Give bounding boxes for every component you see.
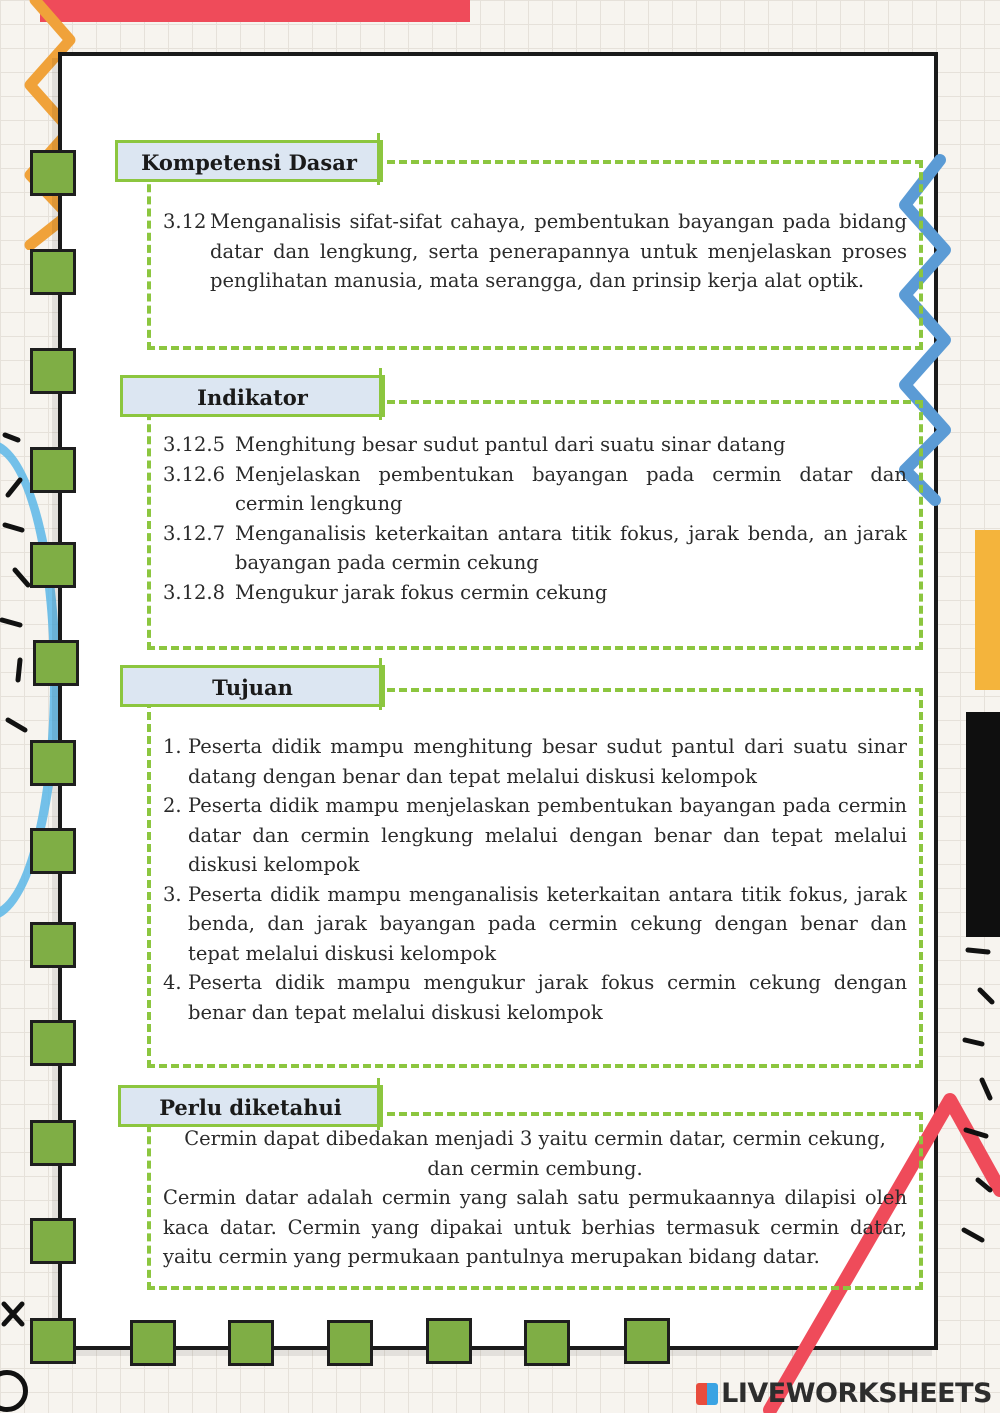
binder-square <box>30 740 76 786</box>
indikator-text: Mengukur jarak fokus cermin cekung <box>235 580 608 604</box>
indikator-list <box>163 430 907 607</box>
kompetensi-header: Kompetensi Dasar <box>115 140 383 182</box>
binder-square <box>30 828 76 874</box>
tujuan-header: Tujuan <box>120 665 385 707</box>
tujuan-list <box>163 732 907 1027</box>
perlu-intro: Cermin dapat dibedakan menjadi 3 yaitu cermin datar, cermin cekung, dan cermin cembung. <box>184 1127 886 1180</box>
list-item <box>163 460 907 519</box>
binder-square <box>30 150 76 196</box>
list-item <box>163 430 907 460</box>
indikator-number: 3.12.5 <box>163 433 226 456</box>
watermark-text: LIVEWORKSHEETS <box>721 1378 992 1409</box>
top-red-bar <box>40 0 470 22</box>
confetti-right <box>960 940 1000 1260</box>
binder-square <box>30 348 76 394</box>
perlu-content <box>163 1124 907 1272</box>
binder-square <box>30 1218 76 1264</box>
binder-square <box>327 1320 373 1366</box>
kompetensi-number: 3.12 <box>163 210 207 233</box>
binder-square <box>30 447 76 493</box>
tujuan-number: 2. <box>163 794 182 817</box>
binder-square <box>30 1318 76 1364</box>
binder-square <box>130 1320 176 1366</box>
list-item <box>163 880 907 969</box>
binder-square <box>524 1320 570 1366</box>
binder-square <box>426 1318 472 1364</box>
indikator-header: Indikator <box>120 375 385 417</box>
tujuan-number: 3. <box>163 882 182 906</box>
tujuan-number: 4. <box>163 971 182 994</box>
binder-square <box>33 640 79 686</box>
list-item <box>163 578 907 608</box>
binder-square <box>30 922 76 968</box>
list-item <box>163 519 907 578</box>
right-orange-bar <box>975 530 1000 690</box>
right-black-bar <box>966 712 1000 937</box>
indikator-text: Menganalisis keterkaitan antara titik fokus, jarak benda, an jarak bayangan pada cermin cekung <box>235 521 907 574</box>
tujuan-text: Peserta didik mampu mengukur jarak fokus cermin cekung dengan benar dan tepat melalui diskusi kelompok <box>188 971 907 1024</box>
liveworksheets-logo-icon <box>696 1383 718 1405</box>
perlu-header: Perlu diketahui <box>118 1085 383 1127</box>
indikator-text: Menghitung besar sudut pantul dari suatu sinar datang <box>235 433 786 456</box>
x-mark-decoration <box>0 1300 30 1330</box>
indikator-text: Menjelaskan pembentukan bayangan pada cermin datar dan cermin lengkung <box>235 462 907 515</box>
perlu-paragraph: Cermin datar adalah cermin yang salah satu permukaannya dilapisi oleh kaca datar. Cermin yang dipakai untuk berhias termasuk cermin datar, yaitu cermin yang permukaan pantulnya merupakan bidang datar. <box>163 1186 907 1268</box>
list-item <box>163 968 907 1027</box>
list-item <box>163 732 907 791</box>
kompetensi-content <box>163 207 907 296</box>
list-item <box>163 791 907 880</box>
kompetensi-text: Menganalisis sifat-sifat cahaya, pembentukan bayangan pada bidang datar dan lengkung, serta penerapannya untuk menjelaskan proses penglihatan manusia, mata serangga, dan prinsip kerja alat optik. <box>210 210 907 292</box>
binder-square <box>30 249 76 295</box>
indikator-number: 3.12.6 <box>163 462 226 486</box>
binder-square <box>624 1318 670 1364</box>
indikator-number: 3.12.8 <box>163 580 226 604</box>
tujuan-text: Peserta didik mampu menganalisis keterkaitan antara titik fokus, jarak benda, dan jarak bayangan pada cermin cekung dengan benar dan tepat melalui diskusi kelompok <box>188 882 907 965</box>
tujuan-number: 1. <box>163 735 182 758</box>
binder-square <box>30 1120 76 1166</box>
circle-decoration <box>0 1370 28 1412</box>
binder-square <box>30 542 76 588</box>
tujuan-text: Peserta didik mampu menjelaskan pembentukan bayangan pada cermin datar dan cermin lengkung melalui dengan benar dan tepat melalui diskusi kelompok <box>188 794 907 876</box>
watermark <box>696 1378 992 1409</box>
binder-square <box>30 1020 76 1066</box>
binder-square <box>228 1320 274 1366</box>
indikator-number: 3.12.7 <box>163 521 226 545</box>
tujuan-text: Peserta didik mampu menghitung besar sudut pantul dari suatu sinar datang dengan benar dan tepat melalui diskusi kelompok <box>188 735 907 788</box>
